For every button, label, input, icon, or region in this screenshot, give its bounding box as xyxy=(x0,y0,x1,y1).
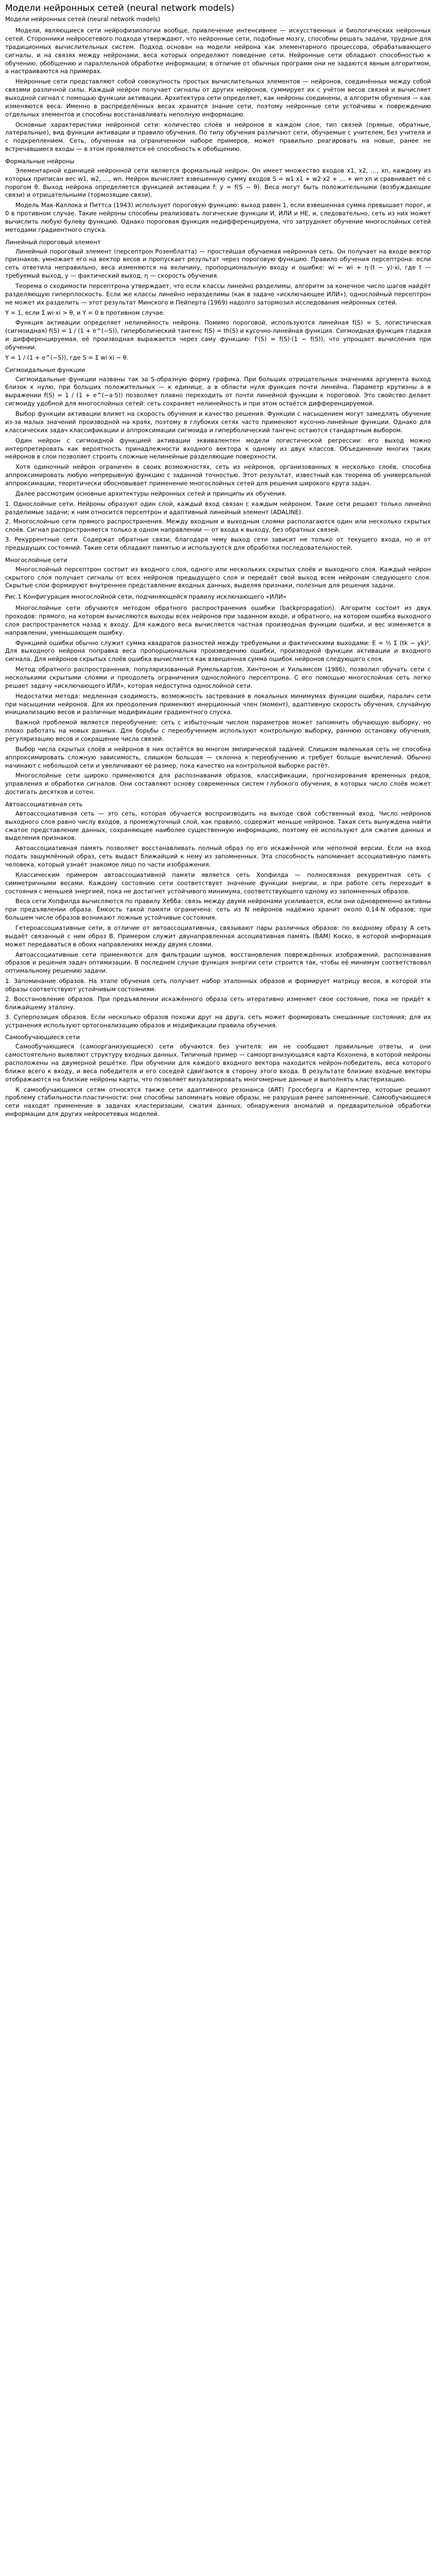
paragraph: Недостатки метода: медленная сходимость, возможность застревания в локальных минимумах функции ошибки, паралич сети при насыщении нейронов. Для их преодоления применяют инерционный член (момент), адаптивную скорость обучения, случайную инициализацию весов и различные модификации градиентного спуска. xyxy=(5,692,431,716)
paragraph: Сигмоидальные функции названы так за S-образную форму графика. При больших отрицательных значениях аргумента выход близок к нулю, при больших положительных — к единице, а в области нуля функция почти линейна. Параметр крутизны a в выражении f(S) = 1 / (1 + e^(−a·S)) позволяет плавно переходить от почти линейной функции к пороговой. Это свойство делает сигмоиду удобной для многослойных сетей: сеть сохраняет нелинейность и при этом остаётся дифференцируемой. xyxy=(5,375,431,408)
paragraph: Линейный пороговый элемент (персептрон Розенблатта) — простейшая обучаемая нейронная сеть. Он получает на входе вектор признаков, умножает его на вектор весов и пропускает результат через пороговую функцию. Правило обучения персептрона: если сеть ответила неправильно, веса изменяются на величину, пропорциональную входу и ошибке: wi ← wi + η·(t − y)·xi, где t — требуемый выход, y — фактический выход, η — скорость обучения. xyxy=(5,247,431,280)
section-heading: Формальные нейроны xyxy=(5,158,75,165)
document-body xyxy=(5,27,431,1118)
paragraph: Гетероассоциативные сети, в отличие от автоассоциативных, связывают пары различных образов: по входному образу A сеть выдаёт связанный с ним образ B. Примером служит двунаправленная ассоциативная память (BAM) Коско, в которой информация может передаваться в обоих направлениях между двумя слоями. xyxy=(5,924,431,948)
paragraph: Модель Мак-Каллока и Питтса (1943) использует пороговую функцию: выход равен 1, если взвешенная сумма превышает порог, и 0 в противном случае. Такие нейроны способны реализовать логические функции И, ИЛИ и НЕ, и, следовательно, сеть из них может вычислить любую булеву функцию. Однако пороговая функция недифференцируема, что затрудняет обучение многослойных сетей методами градиентного спуска. xyxy=(5,201,431,233)
section-heading: Самообучающиеся сети xyxy=(5,1033,80,1041)
list-item: 1. Запоминание образов. На этапе обучения сеть получает набор эталонных образов и формирует матрицу весов, в которой эти образы соответствуют устойчивым состояниям. xyxy=(5,977,431,993)
paragraph: Нейронные сети представляют собой совокупность простых вычислительных элементов — нейронов, соединённых между собой связями различной силы. Каждый нейрон получает сигналы от других нейронов, суммирует их с учётом весов связей и вычисляет выходной сигнал с помощью функции активации. Архитектура сети определяет, как нейроны соединены, а алгоритм обучения — как изменяются веса. Именно в распределённых весах хранится знание сети, поэтому нейронные сети устойчивы к повреждению отдельных элементов и способны восстанавливать неполную информацию. xyxy=(5,78,431,118)
section-heading: Многослойные сети xyxy=(5,556,67,564)
list-item: 2. Многослойные сети прямого распространения. Между входным и выходным слоями располагаются один или несколько скрытых слоёв. Сигнал распространяется только в одном направлении — от входа к выходу, без обратных связей. xyxy=(5,518,431,534)
paragraph: Функция активации определяет нелинейность нейрона. Помимо пороговой, используются линейная f(S) = S, логистическая (сигмоидная) f(S) = 1 / (1 + e^(−S)), гиперболический тангенс f(S) = th(S) и кусочно-линейная функция. Сигмоидная функция гладкая и дифференцируемая, её производная выражается через саму функцию: f'(S) = f(S)·(1 − f(S)), что упрощает вычисления при обучении. xyxy=(5,319,431,351)
paragraph: Основные характеристики нейронной сети: количество слоёв и нейронов в каждом слое, тип связей (прямые, обратные, латеральные), вид функции активации и правило обучения. По типу обучения различают сети, обучаемые с учителем, без учителя и с подкреплением. Сеть, обученная на ограниченном наборе примеров, может правильно реагировать на новые, ранее не встречавшиеся входы — в этом проявляется её способность к обобщению. xyxy=(5,121,431,153)
paragraph: Один нейрон с сигмоидной функцией активации эквивалентен модели логистической регрессии: его выход можно интерпретировать как вероятность принадлежности входного вектора к одному из двух классов. Объединение многих таких нейронов в слои позволяет строить сложные нелинейные разделяющие поверхности. xyxy=(5,436,431,461)
list-item: 2. Восстановление образов. При предъявлении искажённого образа сеть итеративно изменяет свое состояние, пока не придёт к ближайшему эталону. xyxy=(5,995,431,1011)
formula: Y = 1, если Σ wi·xi > θ, и Y = 0 в противном случае. xyxy=(5,309,165,316)
paragraph: Автоассоциативные сети применяются для фильтрации шумов, восстановления повреждённых изображений, распознавания образов и решения задач оптимизации. В последнем случае функция энергии сети строится так, чтобы её минимум соответствовал оптимальному решению задачи. xyxy=(5,951,431,975)
paragraph: Модели, являющиеся сети нейрофизиологии вообще, привлечение интенсивнее — искусственных и биологических нейронных сетей. Сторонники нейросетевого подхода утверждают, что нейронные сети, подобные мозгу, способны решать задачи, трудные для традиционных вычислительных систем. Подход основан на модели нейрона как элементарного процессора, обрабатывающего сигналы, и на связях между нейронами, веса которых определяют поведение сети. Нейронные сети обладают способностью к обучению, обобщению и параллельной обработке информации; в отличие от обычных программ они не задаются явным алгоритмом, а настраиваются на примерах. xyxy=(5,27,431,75)
figure-caption: Рис.1 Конфигурация многослойной сети, подчиняющейся правилу исключающего «ИЛИ» xyxy=(5,593,287,601)
section-heading: Линейный пороговый элемент xyxy=(5,238,101,246)
paragraph: Многослойные сети широко применяются для распознавания образов, классификации, прогнозирования временных рядов, управления и обработки сигналов. Они составляют основу современных систем глубокого обучения, в которых число слоёв может достигать десятков и сотен. xyxy=(5,772,431,796)
numbered-list xyxy=(5,977,431,1029)
document-page xyxy=(0,0,436,1126)
paragraph: Многослойные сети обучаются методом обратного распространения ошибки (backpropagation). Алгоритм состоит из двух проходов: прямого, на котором вычисляются выходы всех нейронов при заданном входе, и обратного, на котором ошибка выходного слоя распространяется назад к входу. Для каждого веса вычисляется частная производная функции ошибки, и вес изменяется в направлении, уменьшающем ошибку. xyxy=(5,604,431,636)
paragraph: Веса сети Хопфилда вычисляются по правилу Хебба: связь между двумя нейронами усиливается, если они одновременно активны при предъявлении образа. Ёмкость такой памяти ограничена: сеть из N нейронов надёжно хранит около 0,14·N образов; при большем числе образов возникают ложные устойчивые состояния. xyxy=(5,897,431,922)
paragraph: Выбор числа скрытых слоёв и нейронов в них остаётся во многом эмпирической задачей. Слишком маленькая сеть не способна аппроксимировать сложную зависимость, слишком большая — склонна к переобучению и требует больше вычислений. Обычно начинают с небольшой сети и увеличивают её размер, пока качество на контрольной выборке растёт. xyxy=(5,745,431,769)
list-item: 3. Рекуррентные сети. Содержат обратные связи, благодаря чему выход сети зависит не только от текущего входа, но и от предыдущих состояний. Такие сети обладают памятью и используются для обработки последовательностей. xyxy=(5,536,431,551)
numbered-list xyxy=(5,500,431,552)
paragraph: Самообучающиеся (самоорганизующиеся) сети обучаются без учителя: им не сообщают правильные ответы, и они самостоятельно выявляют структуру входных данных. Типичный пример — самоорганизующаяся карта Кохонена, в которой нейроны расположены на двумерной решётке. При обучении для каждого входного вектора находится нейрон-победитель, веса которого ближе всего к входу, и веса победителя и его соседей сдвигаются в сторону этого входа. В результате близкие входные векторы отображаются на близкие нейроны карты, что позволяет визуализировать многомерные данные и выполнять кластеризацию. xyxy=(5,1043,431,1083)
paragraph: Автоассоциативная память позволяет восстанавливать полный образ по его искажённой или неполной версии. Если на вход подать зашумлённый образ, сеть выдаст ближайший к нему из запомненных. Эта способность напоминает ассоциативную память человека, который узнаёт знакомое лицо по части изображения. xyxy=(5,844,431,869)
paragraph: Классическим примером автоассоциативной памяти является сеть Хопфилда — полносвязная рекуррентная сеть с симметричными весами. Каждому состоянию сети соответствует значение функции энергии, и при работе сеть переходит в состояния с меньшей энергией, пока не достигнет устойчивого минимума, соответствующего одному из запомненных образов. xyxy=(5,871,431,895)
paragraph: Многослойный персептрон состоит из входного слоя, одного или нескольких скрытых слоёв и выходного слоя. Каждый нейрон скрытого слоя получает сигналы от всех нейронов предыдущего слоя и передаёт свой выход всем нейронам следующего слоя. Скрытые слои формируют внутреннее представление входных данных, выделяя признаки, полезные для решения задачи. xyxy=(5,565,431,589)
paragraph: Элементарной единицей нейронной сети является формальный нейрон. Он имеет множество входов x1, x2, …, xn, каждому из которых приписан вес w1, w2, …, wn. Нейрон вычисляет взвешенную сумму входов S = w1·x1 + w2·x2 + … + wn·xn и сравнивает её с порогом θ. Выход нейрона определяется функцией активации f: y = f(S − θ). Веса могут быть положительными (возбуждающие связи) и отрицательными (тормозящие связи). xyxy=(5,166,431,199)
paragraph: Автоассоциативная сеть — это сеть, которая обучается воспроизводить на выходе свой собственный вход. Число нейронов выходного слоя равно числу входов, а промежуточный слой, как правило, содержит меньше нейронов. Такая сеть вынуждена найти сжатое представление данных, сохраняющее наиболее существенную информацию, поэтому её используют для сжатия данных и выделения признаков. xyxy=(5,809,431,842)
section-heading: Автоассоциативная сеть xyxy=(5,801,83,808)
section-heading: Сигмоидальные функции xyxy=(5,366,85,374)
page-subtitle: Модели нейронных сетей (neural network models) xyxy=(5,15,161,23)
paragraph: Далее рассмотрим основные архитектуры нейронных сетей и принципы их обучения. xyxy=(15,489,287,497)
paragraph: Теорема о сходимости персептрона утверждает, что если классы линейно разделимы, алгоритм за конечное число шагов найдёт разделяющую гиперплоскость. Если же классы линейно неразделимы (как в задаче «исключающее ИЛИ»), однослойный персептрон не может их разделить — этот результат Минского и Пейперта (1969) надолго затормозил исследования нейронных сетей. xyxy=(5,282,431,306)
paragraph: Важной проблемой является переобучение: сеть с избыточным числом параметров может запомнить обучающую выборку, но плохо работать на новых данных. Для борьбы с переобучением используют контрольную выборку, раннюю остановку обучения, регуляризацию весов и сокращение числа связей. xyxy=(5,719,431,742)
page-title: Модели нейронных сетей (neural network models) xyxy=(5,3,235,13)
paragraph: Функцией ошибки обычно служит сумма квадратов разностей между требуемыми и фактическими выходами: E = ½ Σ (tk − yk)². Для выходного нейрона поправка веса пропорциональна произведению ошибки, производной функции активации и входного сигнала. Для нейронов скрытых слоёв ошибка вычисляется как взвешенная сумма ошибок нейронов следующего слоя. xyxy=(5,639,431,663)
paragraph: К самообучающимся сетям относятся также сети адаптивного резонанса (ART) Гроссберга и Карпентер, которые решают проблему стабильности-пластичности: они способны запоминать новые образы, не разрушая ранее запомненные. Самообучающиеся сети находят применение в задачах кластеризации, сжатия данных, обнаружения аномалий и предварительной обработки информации для других нейросетевых моделей. xyxy=(5,1086,431,1118)
paragraph: Метод обратного распространения, популяризованный Румельхартом, Хинтоном и Уильямсом (1986), позволил обучать сети с несколькими скрытыми слоями и преодолеть ограничения однослойного персептрона. С его помощью многослойная сеть легко решает задачу «исключающего ИЛИ», которая недоступна однослойной сети. xyxy=(5,666,431,689)
formula: Y = 1 / (1 + e^(−S)), где S = Σ wi·xi − θ. xyxy=(5,353,129,361)
list-item: 1. Однослойные сети. Нейроны образуют один слой, каждый вход связан с каждым нейроном. Такие сети решают только линейно разделимые задачи; к ним относится персептрон и адаптивный линейный элемент (ADALINE). xyxy=(5,500,431,516)
paragraph: Хотя одиночный нейрон ограничен в своих возможностях, сеть из нейронов, организованных в несколько слоёв, способна аппроксимировать любую непрерывную функцию с заданной точностью. Этот результат, известный как теорема об универсальной аппроксимации, теоретически обосновывает применение многослойных сетей для решения широкого круга задач. xyxy=(5,463,431,487)
paragraph: Выбор функции активации влияет на скорость обучения и качество решения. Функции с насыщением могут замедлять обучение из-за малых значений производной на краях, поэтому в глубоких сетях часто применяют кусочно-линейные функции. Однако для классических задач классификации и аппроксимации сигмоида и гиперболический тангенс остаются стандартным выбором. xyxy=(5,410,431,434)
list-item: 3. Суперпозиция образов. Если несколько образов похожи друг на друга, сеть может формировать смешанные состояния; для их устранения используют ортогонализацию образов и модификации правила обучения. xyxy=(5,1013,431,1029)
